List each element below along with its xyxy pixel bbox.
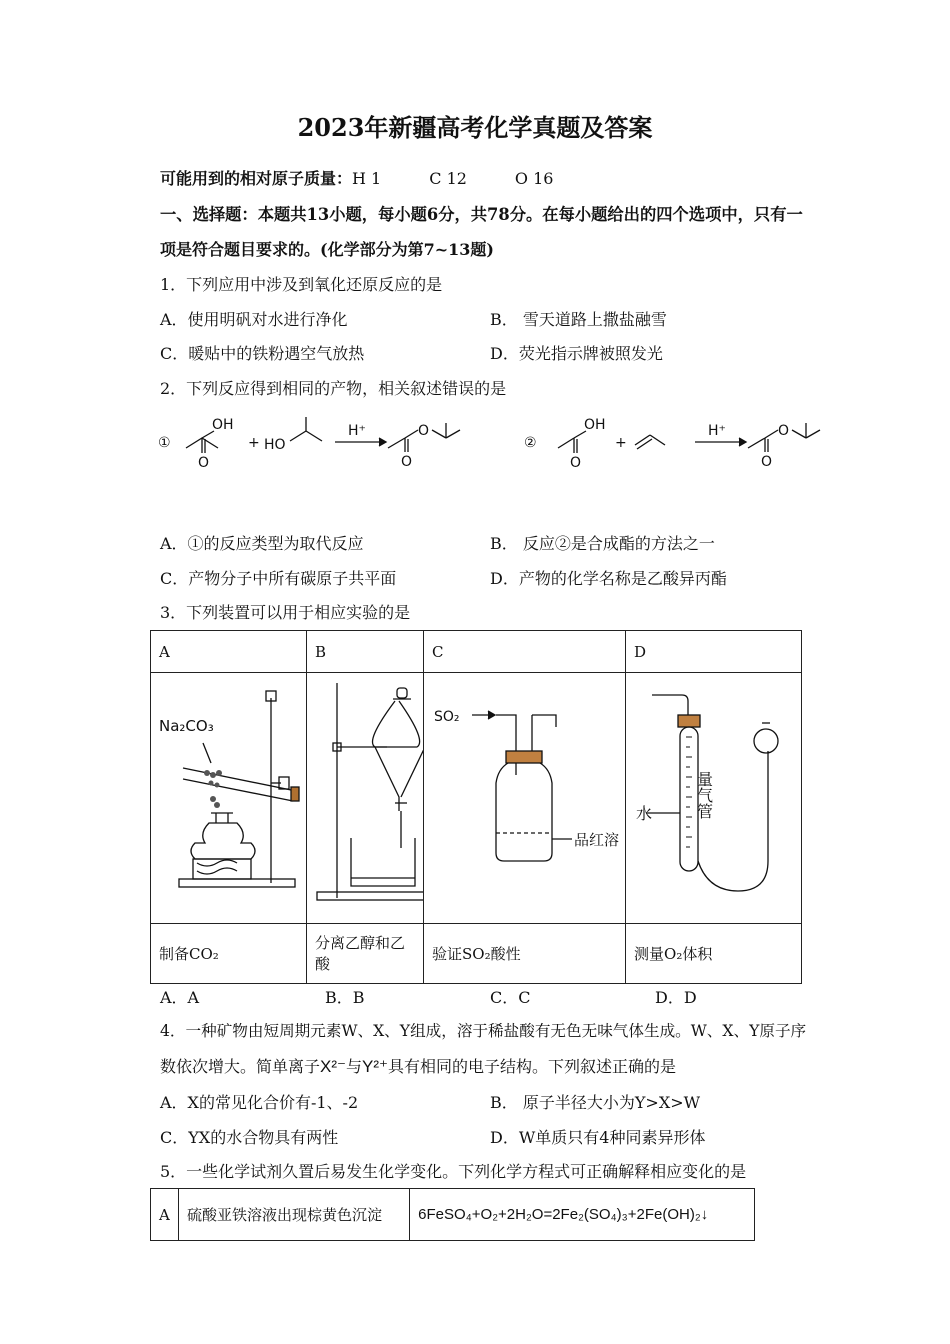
apparatus-d-gas-burette [626, 673, 801, 919]
atomic-mass-h: H 1 [352, 169, 382, 188]
reaction2-plus: + [615, 435, 627, 451]
q5-row-equation: 6FeSO₄+O₂+2H₂O=2Fe₂(SO₄)₃+2Fe(OH)₂↓ [410, 1189, 755, 1241]
reaction1-oh: OH [212, 417, 234, 433]
apparatus-a-cell [151, 673, 307, 924]
q3-answer-d: D．D [655, 988, 697, 1007]
apparatus-d-tube-label: 量气管 [694, 771, 714, 819]
q3-caption-a [151, 924, 307, 984]
reaction1-catalyst: H⁺ [348, 423, 366, 439]
table-row [151, 1189, 755, 1241]
apparatus-b-separatory-funnel [307, 673, 423, 919]
reaction1-o: O [198, 455, 210, 471]
apparatus-a-heating-tube [151, 673, 306, 919]
q5-table [150, 1188, 755, 1241]
atomic-mass-o: O 16 [514, 169, 554, 188]
q4-line2 [160, 1054, 676, 1077]
caption-c-formula: SO₂ [462, 945, 491, 963]
q3-apparatus-table [150, 630, 802, 984]
q2-option-a: A．①的反应类型为取代反应 [160, 534, 364, 553]
q3-caption-c [424, 924, 626, 984]
reaction1-marker: ① [158, 435, 171, 451]
apparatus-c-gas-bottle [424, 673, 625, 919]
q1-option-b: B． 雪天道路上撒盐融雪 [490, 310, 667, 329]
product1-ether-o: O [418, 423, 430, 439]
apparatus-b-cell [307, 673, 424, 924]
q2-stem: 2．下列反应得到相同的产物，相关叙述错误的是 [160, 379, 507, 398]
apparatus-c-cell [424, 673, 626, 924]
q5-row-phenomenon: 硫酸亚铁溶液出现棕黄色沉淀 [178, 1189, 409, 1241]
q4-option-b: B． 原子半径大小为Y>X>W [490, 1093, 701, 1112]
apparatus-c-solution-label: 品红溶 [574, 831, 620, 849]
q3-answer-a: A．A [160, 988, 200, 1007]
q3-answer-c: C．C [490, 988, 531, 1007]
reaction2-catalyst: H⁺ [708, 423, 726, 439]
q3-caption-d [626, 924, 802, 984]
q1-stem: 1．下列应用中涉及到氧化还原反应的是 [160, 275, 443, 294]
section-heading-line2: 项是符合题目要求的。(化学部分为第7~13题) [160, 240, 494, 259]
q5-stem: 5．一些化学试剂久置后易发生化学变化。下列化学方程式可正确解释相应变化的是 [160, 1162, 747, 1181]
product2-ether-o: O [778, 423, 790, 439]
q4-line2-pre: 数依次增大。简单离子 [160, 1057, 321, 1076]
atomic-masses-line [160, 166, 553, 189]
q5-row-label: A [151, 1189, 179, 1241]
q3-header-c: C [424, 631, 626, 673]
q3-header-a: A [151, 631, 307, 673]
caption-d-text: 测量 [634, 945, 665, 963]
q1-option-a: A．使用明矾对水进行净化 [160, 310, 348, 329]
section-heading-line1: 一、选择题：本题共13小题，每小题6分，共78分。在每小题给出的四个选项中，只有一 [160, 205, 803, 224]
q4-ion-x: X²⁻ [320, 1057, 346, 1076]
apparatus-d-water-label: 水 [636, 804, 653, 823]
q1-option-c: C．暖贴中的铁粉遇空气放热 [160, 344, 365, 363]
reaction1-plus: + [248, 435, 260, 451]
apparatus-c-gas-label: SO₂ [434, 709, 460, 725]
reaction1-ho: HO [264, 437, 286, 453]
q2-option-c: C．产物分子中所有碳原子共平面 [160, 569, 397, 588]
caption-d-suffix: 体积 [682, 945, 713, 963]
q4-line2-mid: 与 [346, 1057, 363, 1076]
q4-line2-post: 具有相同的电子结构。下列叙述正确的是 [388, 1057, 677, 1076]
q1-option-d: D．荧光指示牌被照发光 [490, 344, 663, 363]
q4-option-a: A．X的常见化合价有-1、-2 [160, 1093, 359, 1112]
caption-a-text: 制备 [159, 945, 190, 963]
q3-header-b: B [307, 631, 424, 673]
caption-c-text: 验证 [432, 945, 463, 963]
q2-option-b: B． 反应②是合成酯的方法之一 [490, 534, 715, 553]
q3-stem: 3．下列装置可以用于相应实验的是 [160, 603, 411, 622]
q2-option-d: D．产物的化学名称是乙酸异丙酯 [490, 569, 727, 588]
caption-d-formula: O₂ [664, 945, 683, 963]
atomic-mass-c: C 12 [429, 169, 467, 188]
q4-option-c: C．YX的水合物具有两性 [160, 1128, 339, 1147]
q4-line1: 4．一种矿物由短周期元素W、X、Y组成，溶于稀盐酸有无色无味气体生成。W、X、Y原子序 [160, 1022, 807, 1040]
apparatus-a-reagent: Na₂CO₃ [159, 717, 214, 735]
product2-carbonyl-o: O [761, 454, 773, 470]
page-title: 2023年新疆高考化学真题及答案 [297, 113, 653, 142]
product1-carbonyl-o: O [401, 454, 413, 470]
q3-caption-b: 分离乙醇和乙酸 [307, 924, 424, 984]
reaction2-o: O [570, 455, 582, 471]
q2-reactions-figure [150, 405, 850, 485]
caption-a-formula: CO₂ [189, 945, 219, 963]
apparatus-d-cell [626, 673, 802, 924]
reaction2-oh: OH [584, 417, 606, 433]
q4-option-d: D．W单质只有4种同素异形体 [490, 1128, 706, 1147]
atomic-masses-label: 可能用到的相对原子质量： [160, 169, 353, 188]
q3-answer-b: B．B [325, 988, 365, 1007]
q3-header-d: D [626, 631, 802, 673]
reaction2-marker: ② [524, 435, 537, 451]
q4-ion-y: Y²⁺ [362, 1057, 388, 1076]
caption-c-suffix: 酸性 [490, 945, 521, 963]
